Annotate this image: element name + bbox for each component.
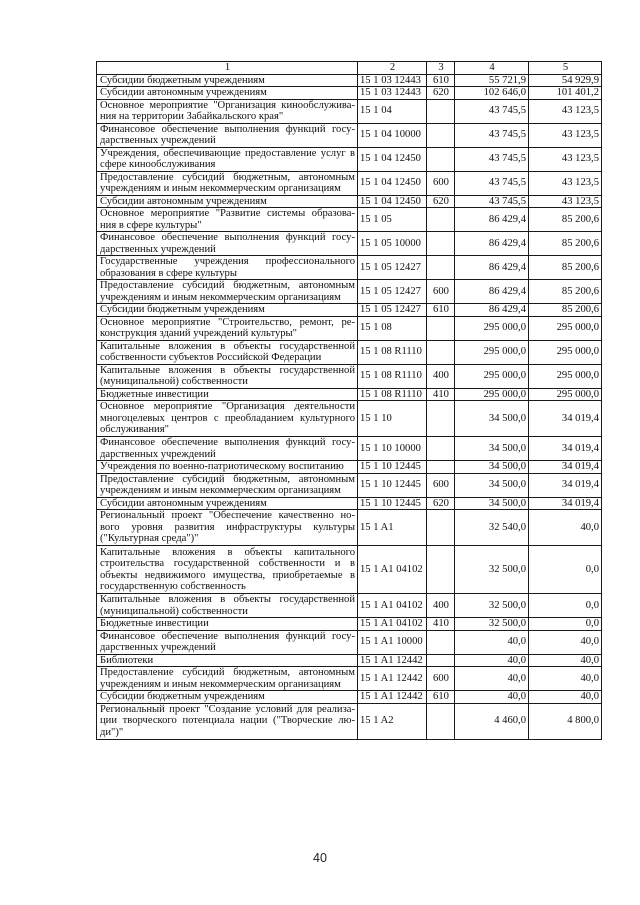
row-amount-year2: 34 019,4 [529, 497, 602, 510]
column-header: 3 [427, 62, 455, 75]
row-amount-year1: 32 500,0 [455, 618, 529, 631]
row-expense-type [427, 703, 455, 739]
row-description: Бюджетные инвестиции [97, 388, 358, 401]
row-amount-year2: 0,0 [529, 546, 602, 594]
table-row [97, 473, 602, 497]
row-target-code: 15 1 A1 [358, 510, 427, 546]
column-header: 2 [358, 62, 427, 75]
column-header: 1 [97, 62, 358, 75]
row-amount-year1: 34 500,0 [455, 461, 529, 474]
row-description: Капитальные вложения в объекты государственной (муниципальной) собственности [97, 594, 358, 618]
row-expense-type: 600 [427, 473, 455, 497]
row-description: Финансовое обеспечение выполнения функций госу-дарственных учреждений [97, 630, 358, 654]
row-target-code: 15 1 04 10000 [358, 123, 427, 147]
row-expense-type: 400 [427, 364, 455, 388]
row-expense-type: 600 [427, 280, 455, 304]
row-amount-year2: 43 123,5 [529, 99, 602, 123]
row-amount-year2: 40,0 [529, 654, 602, 667]
row-amount-year2: 40,0 [529, 667, 602, 691]
row-description: Субсидии автономным учреждениям [97, 195, 358, 208]
row-amount-year1: 86 429,4 [455, 232, 529, 256]
row-amount-year1: 43 745,5 [455, 123, 529, 147]
table-row [97, 74, 602, 87]
table-row [97, 87, 602, 100]
row-target-code: 15 1 04 12450 [358, 147, 427, 171]
row-amount-year1: 86 429,4 [455, 280, 529, 304]
table-row [97, 208, 602, 232]
column-header: 4 [455, 62, 529, 75]
table-row [97, 316, 602, 340]
row-description: Субсидии автономным учреждениям [97, 87, 358, 100]
row-amount-year2: 295 000,0 [529, 340, 602, 364]
row-amount-year1: 86 429,4 [455, 256, 529, 280]
row-amount-year1: 32 500,0 [455, 546, 529, 594]
row-target-code: 15 1 A1 12442 [358, 667, 427, 691]
row-expense-type: 610 [427, 691, 455, 704]
row-amount-year2: 4 800,0 [529, 703, 602, 739]
row-amount-year2: 34 019,4 [529, 401, 602, 437]
row-target-code: 15 1 08 R1110 [358, 388, 427, 401]
row-target-code: 15 1 05 12427 [358, 280, 427, 304]
row-amount-year1: 43 745,5 [455, 99, 529, 123]
row-amount-year2: 295 000,0 [529, 316, 602, 340]
row-amount-year1: 295 000,0 [455, 340, 529, 364]
row-target-code: 15 1 04 12450 [358, 171, 427, 195]
row-target-code: 15 1 05 [358, 208, 427, 232]
row-amount-year1: 55 721,9 [455, 74, 529, 87]
row-target-code: 15 1 A1 10000 [358, 630, 427, 654]
row-description: Финансовое обеспечение выполнения функций госу-дарственных учреждений [97, 232, 358, 256]
row-target-code: 15 1 A1 04102 [358, 618, 427, 631]
row-target-code: 15 1 A2 [358, 703, 427, 739]
row-amount-year1: 32 500,0 [455, 594, 529, 618]
row-amount-year1: 34 500,0 [455, 401, 529, 437]
row-description: Предоставление субсидий бюджетным, автономным учреждениям и иным некоммерческим организациям [97, 171, 358, 195]
row-amount-year2: 85 200,6 [529, 304, 602, 317]
row-amount-year2: 43 123,5 [529, 147, 602, 171]
row-description: Учреждения, обеспечивающие предоставление услуг в сфере кинообслуживания [97, 147, 358, 171]
row-target-code: 15 1 05 12427 [358, 304, 427, 317]
table-header-row [97, 62, 602, 75]
table-row [97, 594, 602, 618]
row-target-code: 15 1 10 12445 [358, 461, 427, 474]
row-amount-year1: 86 429,4 [455, 304, 529, 317]
table-row [97, 147, 602, 171]
row-expense-type [427, 437, 455, 461]
row-amount-year2: 40,0 [529, 510, 602, 546]
row-description: Учреждения по военно-патриотическому воспитанию [97, 461, 358, 474]
row-amount-year2: 43 123,5 [529, 171, 602, 195]
table-row [97, 703, 602, 739]
row-description: Библиотеки [97, 654, 358, 667]
row-amount-year2: 43 123,5 [529, 195, 602, 208]
row-description: Капитальные вложения в объекты капитального строительства государственной собственности и в объекты недвижимого имущества, приобретаемые в государственную собственность [97, 546, 358, 594]
row-expense-type [427, 316, 455, 340]
row-amount-year2: 34 019,4 [529, 461, 602, 474]
row-target-code: 15 1 05 10000 [358, 232, 427, 256]
row-amount-year1: 32 540,0 [455, 510, 529, 546]
row-expense-type: 400 [427, 594, 455, 618]
row-target-code: 15 1 10 12445 [358, 497, 427, 510]
table-row [97, 654, 602, 667]
row-expense-type [427, 147, 455, 171]
row-amount-year2: 34 019,4 [529, 473, 602, 497]
row-expense-type [427, 256, 455, 280]
table-row [97, 256, 602, 280]
table-row [97, 510, 602, 546]
row-target-code: 15 1 A1 04102 [358, 546, 427, 594]
row-expense-type: 620 [427, 195, 455, 208]
row-amount-year1: 34 500,0 [455, 437, 529, 461]
row-description: Основное мероприятие "Строительство, ремонт, ре-конструкция зданий учреждений культуры" [97, 316, 358, 340]
row-description: Предоставление субсидий бюджетным, автономным учреждениям и иным некоммерческим организациям [97, 667, 358, 691]
row-expense-type [427, 123, 455, 147]
table-row [97, 401, 602, 437]
row-description: Капитальные вложения в объекты государственной собственности субъектов Российской Федерации [97, 340, 358, 364]
row-amount-year1: 86 429,4 [455, 208, 529, 232]
row-description: Региональный проект "Обеспечение качественно но-вого уровня развития инфраструктуры культуры ("Культурная среда")" [97, 510, 358, 546]
table-row [97, 630, 602, 654]
row-description: Субсидии бюджетным учреждениям [97, 304, 358, 317]
row-amount-year2: 54 929,9 [529, 74, 602, 87]
table-row [97, 437, 602, 461]
row-target-code: 15 1 04 12450 [358, 195, 427, 208]
row-target-code: 15 1 A1 04102 [358, 594, 427, 618]
row-amount-year2: 0,0 [529, 618, 602, 631]
row-amount-year2: 101 401,2 [529, 87, 602, 100]
row-amount-year1: 43 745,5 [455, 171, 529, 195]
row-amount-year2: 40,0 [529, 691, 602, 704]
row-amount-year2: 34 019,4 [529, 437, 602, 461]
table-row [97, 340, 602, 364]
row-description: Основное мероприятие "Организация кинообслужива-ния на территории Забайкальского края" [97, 99, 358, 123]
row-amount-year2: 295 000,0 [529, 388, 602, 401]
row-amount-year1: 102 646,0 [455, 87, 529, 100]
table-row [97, 304, 602, 317]
row-description: Предоставление субсидий бюджетным, автономным учреждениям и иным некоммерческим организациям [97, 473, 358, 497]
row-description: Субсидии автономным учреждениям [97, 497, 358, 510]
table-row [97, 99, 602, 123]
row-amount-year2: 85 200,6 [529, 256, 602, 280]
row-expense-type: 410 [427, 618, 455, 631]
row-description: Субсидии бюджетным учреждениям [97, 691, 358, 704]
row-expense-type [427, 461, 455, 474]
row-target-code: 15 1 04 [358, 99, 427, 123]
table-row [97, 497, 602, 510]
row-amount-year1: 43 745,5 [455, 147, 529, 171]
row-description: Региональный проект "Создание условий для реализа-ции творческого потенциала нации ("Творческие лю-ди")" [97, 703, 358, 739]
row-expense-type [427, 99, 455, 123]
row-amount-year2: 85 200,6 [529, 208, 602, 232]
row-description: Основное мероприятие "Организация деятельности многоцелевых центров с преобладанием культурного обслуживания" [97, 401, 358, 437]
row-amount-year2: 40,0 [529, 630, 602, 654]
row-expense-type: 610 [427, 74, 455, 87]
row-description: Предоставление субсидий бюджетным, автономным учреждениям и иным некоммерческим организациям [97, 280, 358, 304]
table-row [97, 171, 602, 195]
row-expense-type: 620 [427, 87, 455, 100]
table-row [97, 123, 602, 147]
table-row [97, 546, 602, 594]
row-description: Бюджетные инвестиции [97, 618, 358, 631]
row-amount-year1: 40,0 [455, 667, 529, 691]
row-target-code: 15 1 03 12443 [358, 87, 427, 100]
row-target-code: 15 1 03 12443 [358, 74, 427, 87]
row-expense-type [427, 630, 455, 654]
row-expense-type [427, 546, 455, 594]
row-target-code: 15 1 10 12445 [358, 473, 427, 497]
row-amount-year1: 295 000,0 [455, 316, 529, 340]
row-expense-type [427, 340, 455, 364]
table-row [97, 195, 602, 208]
row-description: Субсидии бюджетным учреждениям [97, 74, 358, 87]
row-target-code: 15 1 A1 12442 [358, 654, 427, 667]
row-amount-year2: 0,0 [529, 594, 602, 618]
table-row [97, 461, 602, 474]
row-description: Основное мероприятие "Развитие системы образова-ния в сфере культуры" [97, 208, 358, 232]
row-expense-type [427, 208, 455, 232]
row-amount-year1: 40,0 [455, 654, 529, 667]
row-target-code: 15 1 10 [358, 401, 427, 437]
row-amount-year1: 34 500,0 [455, 473, 529, 497]
row-amount-year1: 295 000,0 [455, 364, 529, 388]
row-target-code: 15 1 08 R1110 [358, 340, 427, 364]
page-number: 40 [313, 851, 327, 865]
row-amount-year1: 4 460,0 [455, 703, 529, 739]
row-amount-year1: 295 000,0 [455, 388, 529, 401]
row-amount-year2: 85 200,6 [529, 232, 602, 256]
row-expense-type: 600 [427, 667, 455, 691]
row-target-code: 15 1 10 10000 [358, 437, 427, 461]
table-row [97, 280, 602, 304]
row-target-code: 15 1 A1 12442 [358, 691, 427, 704]
row-description: Государственные учреждения профессионального образования в сфере культуры [97, 256, 358, 280]
table-row [97, 618, 602, 631]
row-amount-year2: 85 200,6 [529, 280, 602, 304]
row-description: Финансовое обеспечение выполнения функций госу-дарственных учреждений [97, 437, 358, 461]
row-expense-type: 600 [427, 171, 455, 195]
row-expense-type [427, 654, 455, 667]
column-header: 5 [529, 62, 602, 75]
row-target-code: 15 1 05 12427 [358, 256, 427, 280]
row-amount-year2: 295 000,0 [529, 364, 602, 388]
row-expense-type [427, 510, 455, 546]
row-expense-type: 610 [427, 304, 455, 317]
budget-table [96, 61, 602, 740]
row-target-code: 15 1 08 [358, 316, 427, 340]
table-row [97, 232, 602, 256]
row-amount-year1: 34 500,0 [455, 497, 529, 510]
row-expense-type [427, 232, 455, 256]
table-row [97, 364, 602, 388]
row-expense-type: 620 [427, 497, 455, 510]
table-row [97, 388, 602, 401]
row-amount-year1: 40,0 [455, 691, 529, 704]
row-description: Капитальные вложения в объекты государственной (муниципальной) собственности [97, 364, 358, 388]
row-expense-type [427, 401, 455, 437]
row-description: Финансовое обеспечение выполнения функций госу-дарственных учреждений [97, 123, 358, 147]
row-expense-type: 410 [427, 388, 455, 401]
row-amount-year1: 40,0 [455, 630, 529, 654]
table-row [97, 667, 602, 691]
row-amount-year2: 43 123,5 [529, 123, 602, 147]
table-row [97, 691, 602, 704]
row-target-code: 15 1 08 R1110 [358, 364, 427, 388]
row-amount-year1: 43 745,5 [455, 195, 529, 208]
